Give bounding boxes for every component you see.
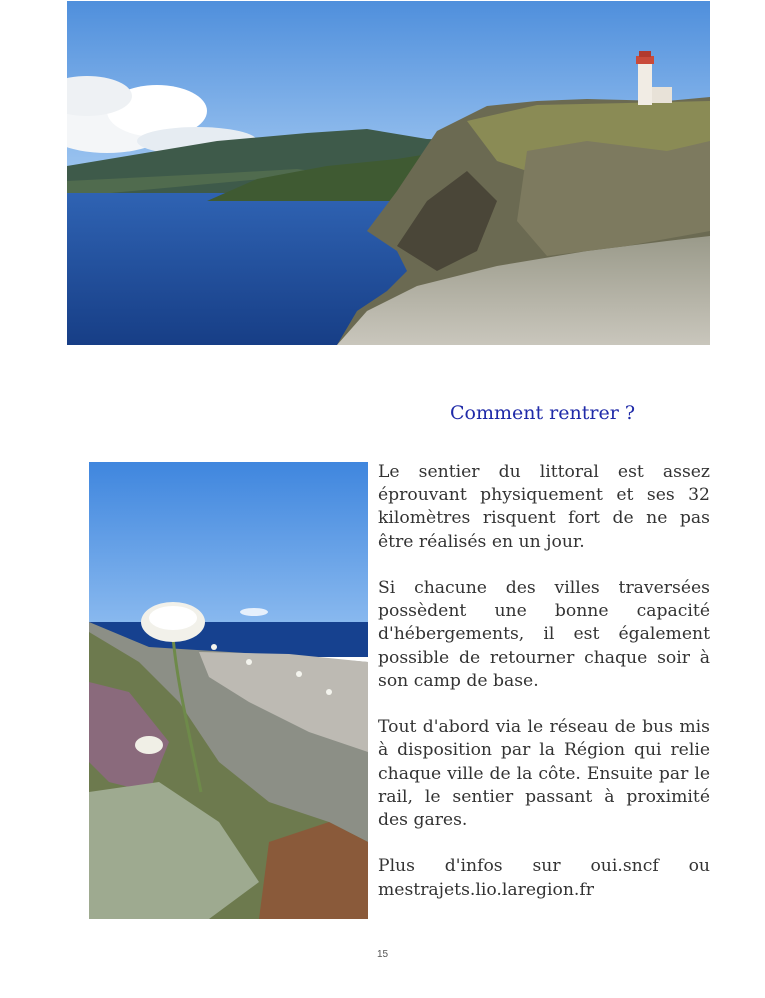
coastline-lighthouse-photo (67, 1, 710, 345)
paragraph: Le sentier du littoral est assez éprouvant physiquement et ses 32 kilomètres risquent fort de ne pas être réalisés en un jour. (378, 462, 710, 552)
wildflower-coast-photo (89, 462, 368, 919)
body-text (378, 461, 710, 925)
paragraph: Plus d'infos sur oui.sncf ou mestrajets.lio.laregion.fr (378, 856, 710, 900)
paragraph: Si chacune des villes traversées possèdent une bonne capacité d'hébergements, il est également possible de retourner chaque soir à son camp de base. (378, 578, 710, 691)
page-number: 15 (376, 949, 389, 960)
paragraph: Tout d'abord via le réseau de bus mis à disposition par la Région qui relie chaque ville de la côte. Ensuite par le rail, le sentier passant à proximité des gares. (378, 717, 710, 831)
section-heading: Comment rentrer ? (450, 402, 635, 424)
